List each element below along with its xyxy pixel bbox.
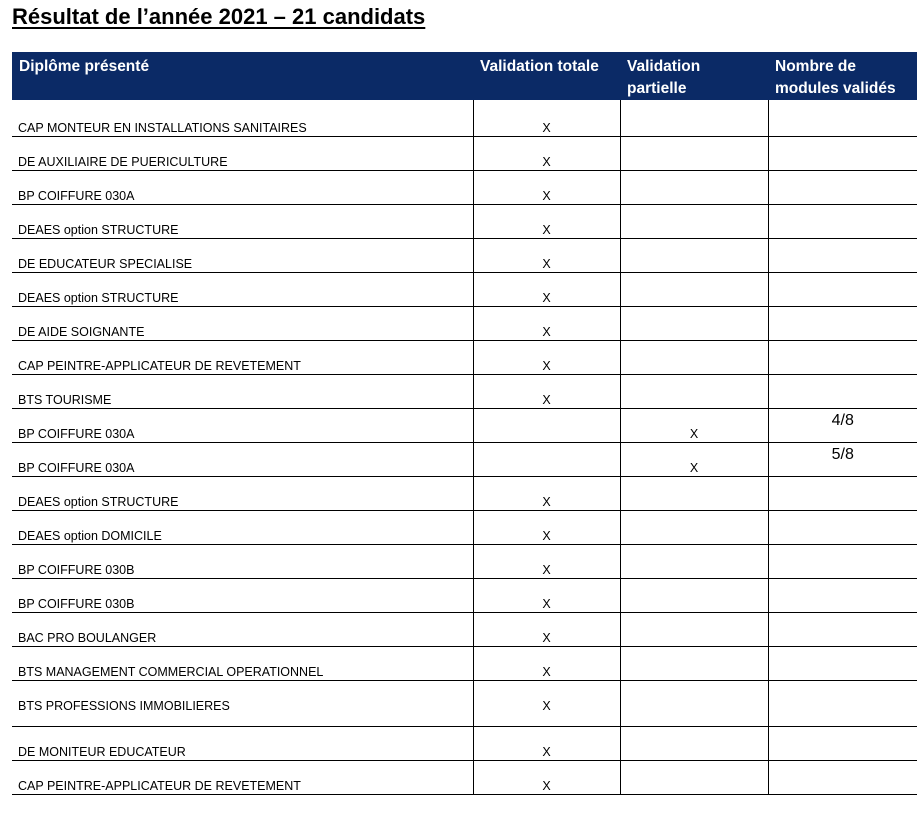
cell-validation-totale: X <box>473 170 620 204</box>
table-break-cell <box>768 714 917 726</box>
cell-validation-totale: X <box>473 340 620 374</box>
table-row <box>12 170 917 204</box>
cell-validation-partielle <box>620 136 768 170</box>
cell-modules <box>768 612 917 646</box>
cell-modules <box>768 204 917 238</box>
table-row <box>12 408 917 442</box>
cell-diplome: BTS MANAGEMENT COMMERCIAL OPERATIONNEL <box>12 646 473 680</box>
results-table <box>12 52 917 795</box>
cell-modules <box>768 510 917 544</box>
cell-validation-partielle <box>620 306 768 340</box>
table-row <box>12 476 917 510</box>
cell-validation-totale: X <box>473 204 620 238</box>
table-row <box>12 272 917 306</box>
cell-validation-partielle <box>620 646 768 680</box>
cell-modules <box>768 306 917 340</box>
cell-modules <box>768 544 917 578</box>
cell-diplome: DE AUXILIAIRE DE PUERICULTURE <box>12 136 473 170</box>
cell-validation-partielle <box>620 476 768 510</box>
cell-validation-partielle <box>620 680 768 714</box>
cell-validation-totale: X <box>473 760 620 794</box>
cell-validation-totale: X <box>473 510 620 544</box>
header-validation-totale: Validation totale <box>473 52 620 100</box>
table-row <box>12 510 917 544</box>
table-break-cell <box>473 714 620 726</box>
cell-diplome: CAP MONTEUR EN INSTALLATIONS SANITAIRES <box>12 100 473 136</box>
cell-diplome: BP COIFFURE 030A <box>12 408 473 442</box>
table-row <box>12 374 917 408</box>
cell-diplome: CAP PEINTRE-APPLICATEUR DE REVETEMENT <box>12 340 473 374</box>
cell-validation-totale: X <box>473 136 620 170</box>
cell-validation-totale: X <box>473 544 620 578</box>
cell-modules: 5/8 <box>768 442 917 476</box>
header-validation-partielle-line2: partielle <box>627 80 687 97</box>
table-row <box>12 306 917 340</box>
results-table-container <box>12 52 917 795</box>
table-row <box>12 442 917 476</box>
cell-modules <box>768 476 917 510</box>
cell-validation-totale: X <box>473 680 620 714</box>
cell-validation-partielle <box>620 204 768 238</box>
cell-validation-totale: X <box>473 646 620 680</box>
table-break-cell <box>12 714 473 726</box>
table-break-cell <box>620 714 768 726</box>
cell-modules <box>768 680 917 714</box>
cell-validation-totale: X <box>473 272 620 306</box>
table-row <box>12 136 917 170</box>
table-row <box>12 646 917 680</box>
cell-modules <box>768 578 917 612</box>
cell-diplome: BP COIFFURE 030A <box>12 442 473 476</box>
table-row <box>12 544 917 578</box>
cell-diplome: BP COIFFURE 030A <box>12 170 473 204</box>
cell-validation-partielle <box>620 510 768 544</box>
cell-validation-totale <box>473 442 620 476</box>
cell-diplome: BP COIFFURE 030B <box>12 544 473 578</box>
cell-validation-partielle <box>620 760 768 794</box>
cell-validation-partielle: X <box>620 442 768 476</box>
cell-diplome: BTS TOURISME <box>12 374 473 408</box>
cell-diplome: BP COIFFURE 030B <box>12 578 473 612</box>
cell-validation-partielle <box>620 238 768 272</box>
cell-modules <box>768 238 917 272</box>
table-row <box>12 340 917 374</box>
table-break <box>12 714 917 726</box>
cell-modules <box>768 170 917 204</box>
cell-modules <box>768 272 917 306</box>
cell-validation-totale: X <box>473 306 620 340</box>
cell-modules <box>768 646 917 680</box>
cell-validation-partielle <box>620 100 768 136</box>
cell-validation-partielle <box>620 170 768 204</box>
cell-validation-partielle <box>620 272 768 306</box>
cell-diplome: DEAES option STRUCTURE <box>12 272 473 306</box>
cell-validation-totale <box>473 408 620 442</box>
cell-validation-partielle <box>620 612 768 646</box>
cell-modules <box>768 100 917 136</box>
table-row <box>12 238 917 272</box>
table-body <box>12 100 917 794</box>
page-title: Résultat de l’année 2021 – 21 candidats <box>12 4 426 29</box>
table-header <box>12 52 917 100</box>
cell-validation-partielle <box>620 578 768 612</box>
cell-validation-totale: X <box>473 578 620 612</box>
cell-modules <box>768 340 917 374</box>
table-row <box>12 612 917 646</box>
cell-diplome: BTS PROFESSIONS IMMOBILIERES <box>12 680 473 714</box>
cell-diplome: DE EDUCATEUR SPECIALISE <box>12 238 473 272</box>
table-row <box>12 100 917 136</box>
table-row <box>12 680 917 714</box>
cell-validation-totale: X <box>473 726 620 760</box>
cell-diplome: DEAES option STRUCTURE <box>12 476 473 510</box>
cell-validation-totale: X <box>473 476 620 510</box>
header-modules-line1: Nombre de <box>775 58 856 75</box>
cell-diplome: DE MONITEUR EDUCATEUR <box>12 726 473 760</box>
cell-validation-totale: X <box>473 100 620 136</box>
table-row <box>12 726 917 760</box>
table-row <box>12 204 917 238</box>
cell-validation-partielle <box>620 374 768 408</box>
cell-modules <box>768 136 917 170</box>
header-validation-partielle-line1: Validation <box>627 58 701 75</box>
header-modules <box>768 52 917 100</box>
cell-diplome: DE AIDE SOIGNANTE <box>12 306 473 340</box>
cell-diplome: DEAES option DOMICILE <box>12 510 473 544</box>
cell-modules <box>768 760 917 794</box>
cell-validation-partielle <box>620 726 768 760</box>
header-validation-partielle <box>620 52 768 100</box>
table-row <box>12 760 917 794</box>
header-diplome: Diplôme présenté <box>12 52 473 100</box>
header-modules-line2: modules validés <box>775 80 896 97</box>
cell-modules: 4/8 <box>768 408 917 442</box>
cell-diplome: BAC PRO BOULANGER <box>12 612 473 646</box>
cell-validation-totale: X <box>473 374 620 408</box>
cell-diplome: CAP PEINTRE-APPLICATEUR DE REVETEMENT <box>12 760 473 794</box>
cell-validation-partielle <box>620 340 768 374</box>
cell-modules <box>768 726 917 760</box>
cell-validation-partielle <box>620 544 768 578</box>
cell-validation-totale: X <box>473 612 620 646</box>
cell-validation-totale: X <box>473 238 620 272</box>
cell-diplome: DEAES option STRUCTURE <box>12 204 473 238</box>
cell-modules <box>768 374 917 408</box>
cell-validation-partielle: X <box>620 408 768 442</box>
table-row <box>12 578 917 612</box>
